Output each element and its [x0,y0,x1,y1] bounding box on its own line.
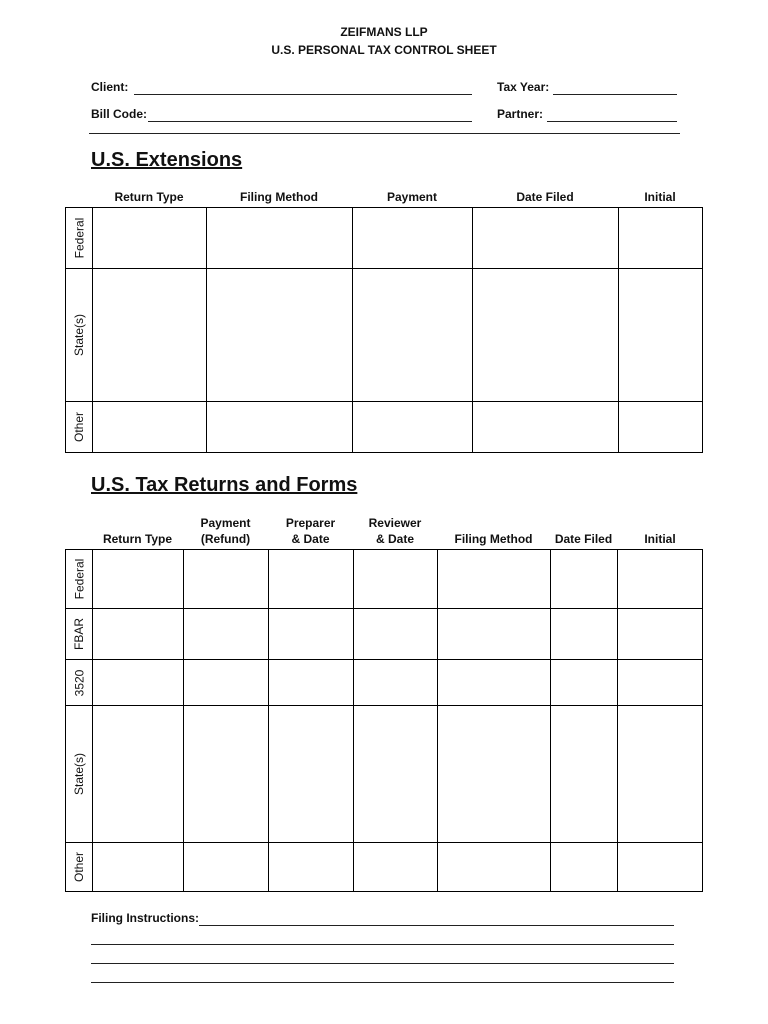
ext-col-initial: Initial [644,190,676,204]
returns-table [65,549,703,892]
client-field[interactable] [134,94,472,95]
filing-instructions-line[interactable] [91,963,674,964]
filing-instructions-line[interactable] [91,982,674,983]
ret-row-divider [66,842,702,843]
filing-instructions-field[interactable] [199,925,674,926]
ext-col-divider [472,208,473,452]
sheet-title: U.S. PERSONAL TAX CONTROL SHEET [271,43,497,57]
filing-instructions-label: Filing Instructions: [91,911,199,925]
ext-row-label-federal: Federal [72,217,86,259]
ret-col-divider [92,550,93,891]
tax-year-field[interactable] [553,94,677,95]
ret-col-filing-method: Filing Method [454,532,533,546]
ret-row-label-3520: 3520 [72,669,87,696]
partner-field[interactable] [547,121,677,122]
returns-title: U.S. Tax Returns and Forms [91,474,358,496]
ret-row-divider [66,608,702,609]
ext-col-divider [92,208,93,452]
ret-row-divider [66,705,702,706]
ret-row-label-fbar: FBAR [72,617,87,651]
ret-col-divider [617,550,618,891]
ret-col-divider [550,550,551,891]
ext-row-divider [66,401,702,402]
ext-col-date-filed: Date Filed [516,190,574,204]
ret-col-payment: Payment (Refund) [200,516,251,546]
ret-col-divider [353,550,354,891]
ret-col-preparer: Preparer & Date [285,516,336,546]
ext-row-label-states: State(s) [72,313,87,357]
tax-year-label: Tax Year: [497,80,550,94]
ret-col-reviewer: Reviewer & Date [368,516,422,546]
ret-col-date-filed: Date Filed [554,532,613,546]
ret-row-label-federal: Federal [72,558,86,600]
bill-code-label: Bill Code: [91,107,147,121]
header-divider [89,133,680,134]
ret-row-label-states: State(s) [72,752,87,796]
ret-col-divider [268,550,269,891]
ret-col-return-type: Return Type [102,532,173,546]
ext-col-divider [206,208,207,452]
extensions-table [65,207,703,453]
client-label: Client: [91,80,129,94]
ret-col-initial: Initial [644,532,676,546]
filing-instructions-line[interactable] [91,944,674,945]
ret-col-divider [183,550,184,891]
ext-row-divider [66,268,702,269]
ext-col-divider [618,208,619,452]
extensions-title: U.S. Extensions [91,149,243,171]
ret-row-label-other: Other [72,851,87,883]
ret-col-divider [437,550,438,891]
bill-code-field[interactable] [148,121,472,122]
partner-label: Partner: [497,107,544,121]
ext-col-payment: Payment [386,190,438,204]
ext-col-return-type: Return Type [114,190,184,204]
ext-col-divider [352,208,353,452]
firm-name: ZEIFMANS LLP [340,25,428,39]
ret-row-divider [66,659,702,660]
ext-row-label-other: Other [72,411,87,443]
ext-col-filing-method: Filing Method [240,190,318,204]
